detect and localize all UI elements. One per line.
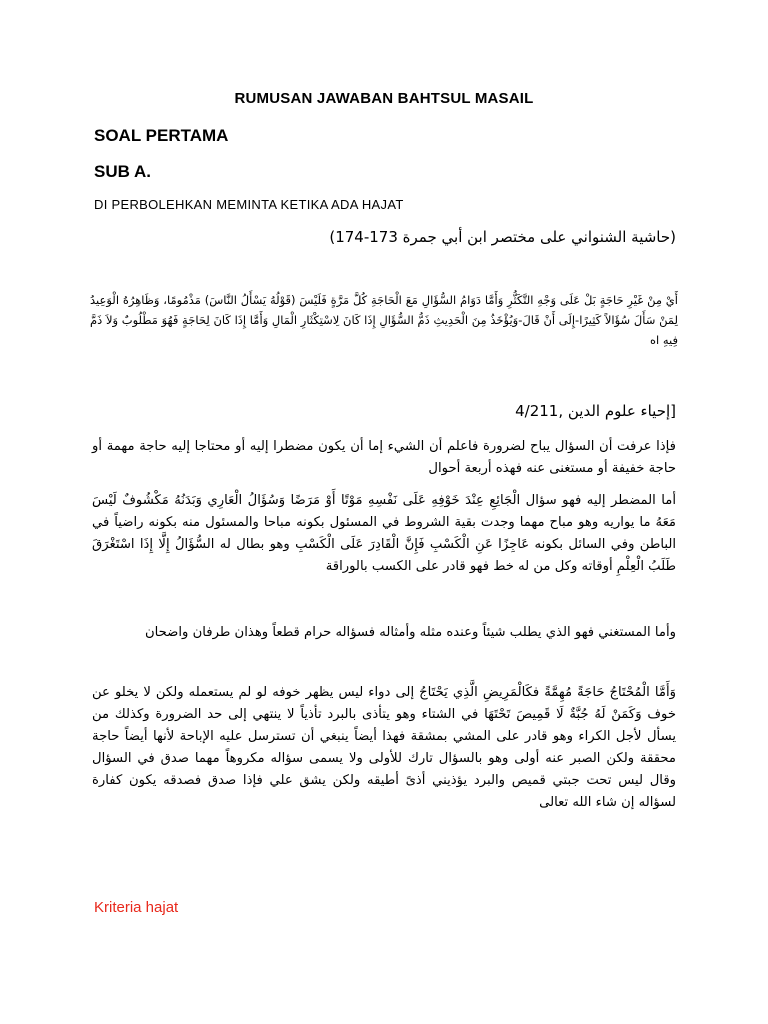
paragraph-ihya-4: وَأَمَّا الْمُحْتَاجُ حَاجَةً مُهِمَّةً فكَالْمَرِيضِ الَّذِي يَحْتَاجُ إلى دواء ليس يظهر خوفه لو لم يستعمله ولكن لا يخلو عن خوف وَكَمَنْ لَهُ جُبَّةٌ لَا قَمِيصَ تَحْتَهَا في الشتاء وهو يتأذى بالبرد تأذياً لا ينتهي إلى حد الضرورة وكذلك من يسأل لأجل الكراء وهو قادر على المشي بمشقة فهذا أيضاً ينبغي أن تسترسل عليه الإباحة لأنها أيضاً حاجة محققة ولكن الصبر عنه أولى وهو بالسؤال تارك للأولى ولا يسمى سؤاله مكروهاً مهما صدق في السؤال وقال ليس تحت جبتي قميص والبرد يؤذيني أذىً أطيقه ولكن يشق علي فإذا صدق فصدقه يكون كفارة لسؤاله إن شاء الله تعالى	[92, 685, 676, 810]
reference-hasyiyah: (حاشية الشنواني على مختصر ابن أبي جمرة 173-174)	[329, 228, 676, 246]
paragraph-ihya-1: فإذا عرفت أن السؤال يباح لضرورة فاعلم أن الشيء إما أن يكون مضطرا إليه أو محتاجا إليه حاجة مهمة أو حاجة خفيفة أو مستغنى عنه فهذه أربعة أحوال	[92, 439, 676, 476]
section-heading-sub-a: SUB A.	[94, 162, 151, 181]
sub-heading-hajat: DI PERBOLEHKAN MEMINTA KETIKA ADA HAJAT	[94, 197, 404, 212]
reference-ihya: [إحياء علوم الدين ,4/211	[515, 402, 676, 420]
section-heading-soal-pertama: SOAL PERTAMA	[94, 126, 229, 145]
criteria-hajat-label: Kriteria hajat	[94, 899, 179, 916]
paragraph-ihya-3: وأما المستغني فهو الذي يطلب شيئاً وعنده مثله وأمثاله فسؤاله حرام قطعاً وهذان طرفان واضحان	[144, 625, 676, 640]
quotation-hasyiyah: أَيْ مِنْ غَيْرِ حَاجَةٍ بَلْ عَلَى وَجْهِ التَّكَثُّرِ وَأَمَّا دَوَامُ السُّؤَالِ مَعَ الْحَاجَةِ كُلَّ مَرَّةٍ فَلَيْسَ (قَوْلُهُ يَسْأَلُ النَّاسَ) مَذْمُومًا، وَظَاهِرُهُ الْوَعِيدُ لِمَنْ سَأَلَ سُؤَالاً كَثِيرًا-إِلَى أَنْ قَالَ-وَيُؤْخَذُ مِنَ الْحَدِيثِ ذَمُّ السُّؤَالِ إِذَا كَانَ لِاسْتِكْثَارِ الْمَالِ وَأَمَّا إِذَا كَانَ لِحَاجَةٍ فَهُوَ مَطْلُوبٌ وَلاَ ذَمَّ فِيهِ اه	[90, 293, 678, 347]
paragraph-ihya-2: أما المضطر إليه فهو سؤال الْجَائِعِ عِنْدَ خَوْفِهِ عَلَى نَفْسِهِ مَوْتًا أَوْ مَرَضًا وَسُؤَالُ الْعَارِي وَبَدَنُهُ مَكْشُوفٌ لَيْسَ مَعَهُ ما يواريه وهو مباح مهما وجدت بقية الشروط في المسئول بكونه مباحا والمسئول منه بكونه راضياً في الباطن وفي السائل بكونه عَاجِزًا عَنِ الْكَسْبِ فَإِنَّ الْقَادِرَ عَلَى الْكَسْبِ وهو بطال له السُّؤَالُ إِلَّا إِذَا اسْتَغْرَقَ طَلَبُ الْعِلْمِ أوقاته وكل من له خط فهو قادر على الكسب بالوراقة	[92, 493, 676, 574]
document-title: RUMUSAN JAWABAN BAHTSUL MASAIL	[234, 90, 534, 107]
